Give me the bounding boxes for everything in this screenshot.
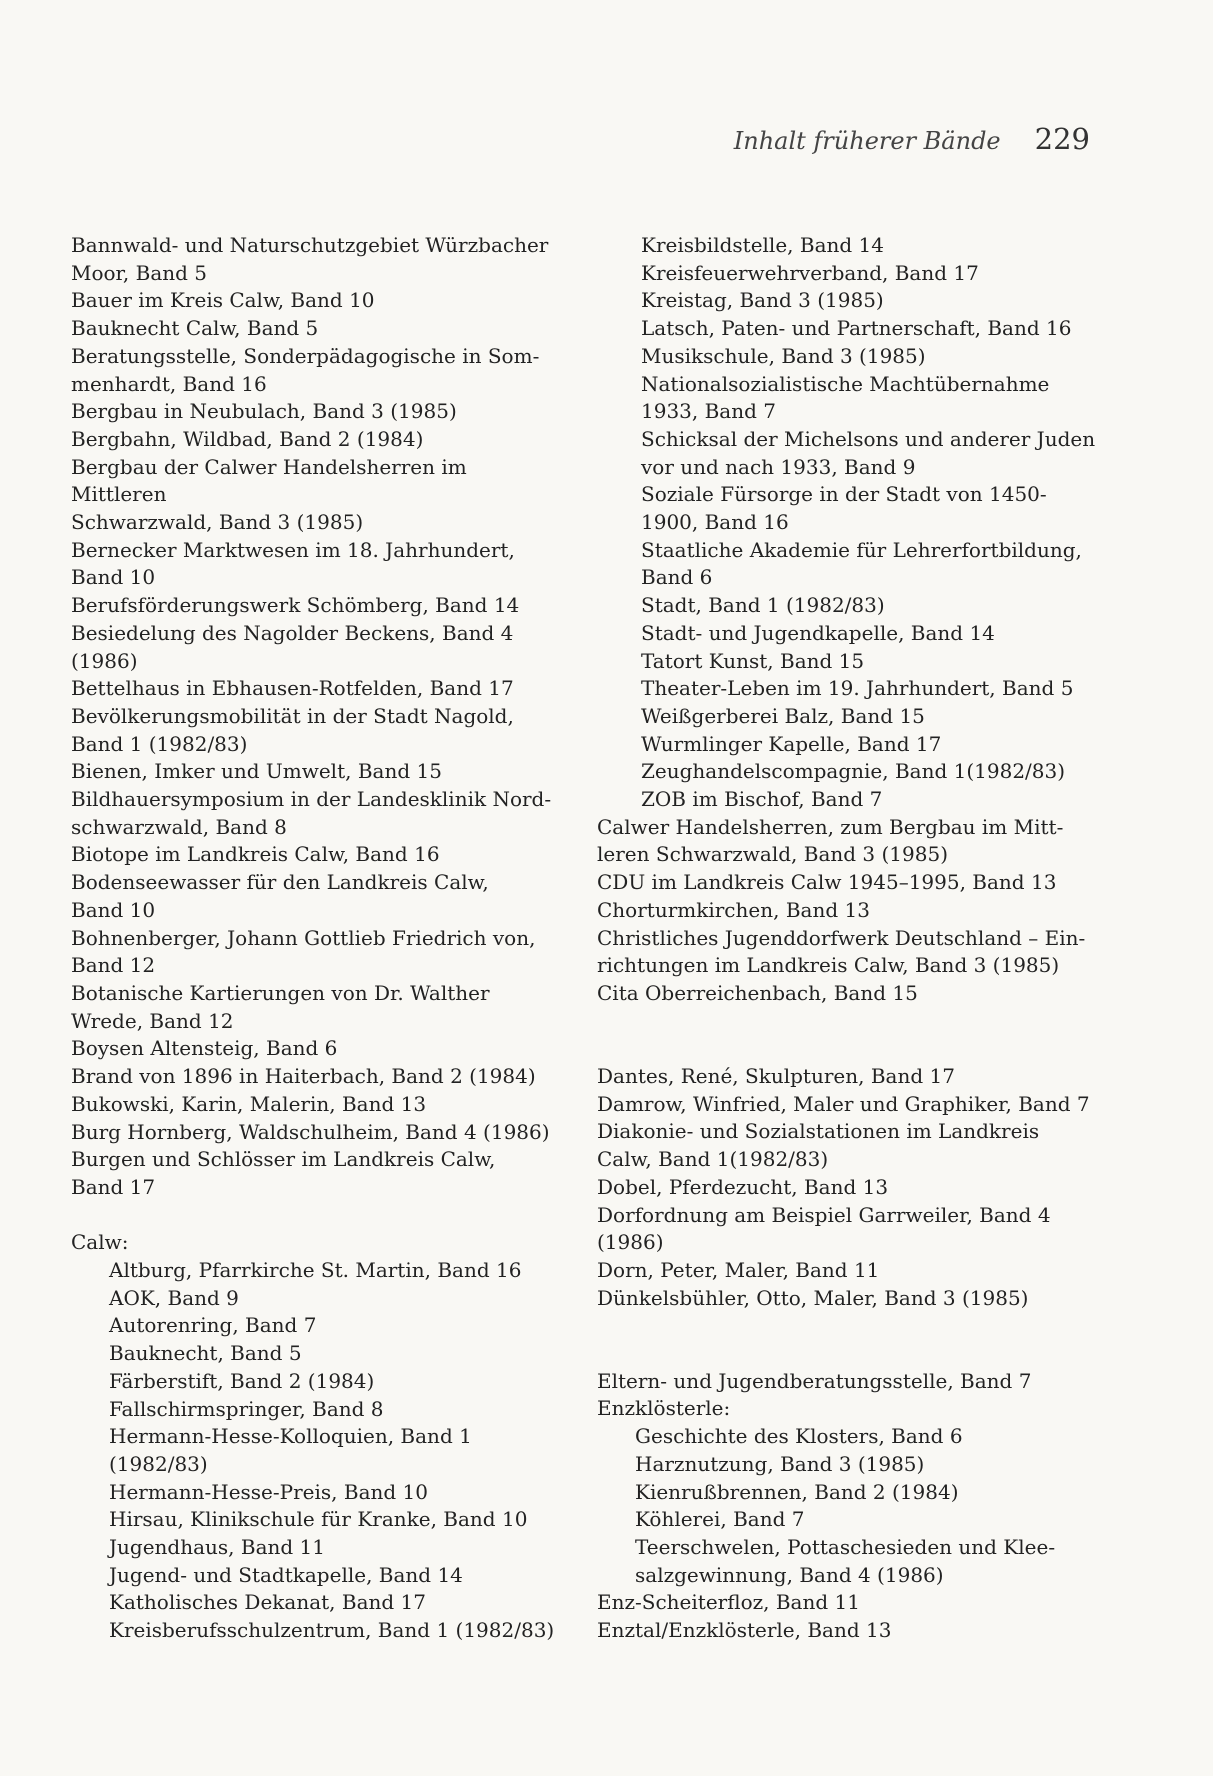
sub-entry: Nationalsozialistische Machtübernahme 1933, Band 7 xyxy=(641,371,1050,424)
index-entry: Calwer Handelsherren, zum Bergbau im Mitt- leren Schwarzwald, Band 3 (1985) xyxy=(597,814,1064,867)
section-gap xyxy=(71,1202,566,1230)
sub-entry: Teerschwelen, Pottaschesieden und Klee- salzgewinnung, Band 4 (1986) xyxy=(635,1534,1056,1587)
sub-entry: Färberstift, Band 2 (1984) xyxy=(109,1368,375,1393)
sub-entry: Kienrußbrennen, Band 2 (1984) xyxy=(635,1479,959,1504)
sub-entry: Köhlerei, Band 7 xyxy=(635,1507,805,1532)
page-number: 229 xyxy=(1034,122,1090,156)
index-entry: Boysen Altensteig, Band 6 xyxy=(71,1036,338,1061)
index-entry: Bettelhaus in Ebhausen-Rotfelden, Band 17 xyxy=(71,676,514,701)
index-entry: Burgen und Schlösser im Landkreis Calw, Band 17 xyxy=(71,1147,496,1199)
index-entry: Bienen, Imker und Umwelt, Band 15 xyxy=(71,759,442,784)
sub-entry: Hermann-Hesse-Kolloquien, Band 1 (1982/83) xyxy=(109,1424,472,1476)
right-column xyxy=(597,232,1097,1645)
index-entry: Bergbau der Calwer Handelsherren im Mittleren Schwarzwald, Band 3 (1985) xyxy=(71,454,467,535)
sub-entry: Harznutzung, Band 3 (1985) xyxy=(635,1451,925,1476)
index-entry: Biotope im Landkreis Calw, Band 16 xyxy=(71,842,440,867)
sub-entry: Schicksal der Michelsons und anderer Juden vor und nach 1933, Band 9 xyxy=(641,426,1096,479)
index-entry: Beratungsstelle, Sonderpädagogische in Som- menhardt, Band 16 xyxy=(71,343,540,396)
index-entry: Besiedelung des Nagolder Beckens, Band 4 (1986) xyxy=(71,620,514,673)
index-entry: Damrow, Winfried, Maler und Graphiker, Band 7 xyxy=(597,1091,1090,1116)
section-gap xyxy=(597,1340,1097,1368)
sub-entry: Katholisches Dekanat, Band 17 xyxy=(109,1590,427,1615)
index-entry: Eltern- und Jugendberatungsstelle, Band 7 xyxy=(597,1368,1032,1393)
index-entry: Burg Hornberg, Waldschulheim, Band 4 (1986) xyxy=(71,1119,550,1144)
index-entry: Bauer im Kreis Calw, Band 10 xyxy=(71,288,375,313)
index-entry: Bodenseewasser für den Landkreis Calw, Band 10 xyxy=(71,870,489,922)
sub-entry: Kreistag, Band 3 (1985) xyxy=(641,288,884,313)
section-gap xyxy=(597,1008,1097,1036)
index-entry: Bergbahn, Wildbad, Band 2 (1984) xyxy=(71,426,424,451)
sub-entry: Kreisberufsschulzentrum, Band 1 (1982/83) xyxy=(109,1618,555,1643)
sub-entry: Kreisbildstelle, Band 14 xyxy=(641,233,884,257)
sub-entry: Latsch, Paten- und Partnerschaft, Band 16 xyxy=(641,316,1072,341)
sub-entry: Jugend- und Stadtkapelle, Band 14 xyxy=(109,1562,463,1587)
sub-entry: Autorenring, Band 7 xyxy=(109,1313,317,1338)
sub-entry: Soziale Fürsorge in der Stadt von 1450- 1900, Band 16 xyxy=(641,482,1047,535)
sub-entry: Weißgerberei Balz, Band 15 xyxy=(641,703,925,728)
index-entry: Dantes, René, Skulpturen, Band 17 xyxy=(597,1064,955,1089)
index-entry: Chorturmkirchen, Band 13 xyxy=(597,897,870,922)
index-entry: Enztal/Enzklösterle, Band 13 xyxy=(597,1618,892,1643)
index-entry: Dünkelsbühler, Otto, Maler, Band 3 (1985) xyxy=(597,1285,1029,1310)
index-entry: Christliches Jugenddorfwerk Deutschland – Ein- richtungen im Landkreis Calw, Band 3 (1985) xyxy=(597,925,1086,978)
index-entry: Dorfordnung am Beispiel Garrweiler, Band 4 (1986) xyxy=(597,1202,1051,1255)
sub-entry: Stadt, Band 1 (1982/83) xyxy=(641,593,885,618)
calw-heading: Calw: xyxy=(71,1230,129,1255)
index-entry: Bohnenberger, Johann Gottlieb Friedrich von, Band 12 xyxy=(71,925,536,978)
index-entry: Cita Oberreichenbach, Band 15 xyxy=(597,980,918,1005)
sub-entry: Jugendhaus, Band 11 xyxy=(109,1535,325,1560)
sub-entry: Wurmlinger Kapelle, Band 17 xyxy=(641,731,942,756)
running-title: Inhalt früherer Bände xyxy=(733,127,1001,155)
sub-entry: Geschichte des Klosters, Band 6 xyxy=(635,1424,963,1449)
index-entry: Dobel, Pferdezucht, Band 13 xyxy=(597,1174,889,1199)
index-entry: Bannwald- und Naturschutzgebiet Würzbacher Moor, Band 5 xyxy=(71,233,549,285)
running-header xyxy=(734,122,1090,156)
sub-entry: Bauknecht, Band 5 xyxy=(109,1341,302,1366)
index-entry: Enz-Scheiterfloz, Band 11 xyxy=(597,1590,860,1615)
index-entry: Bukowski, Karin, Malerin, Band 13 xyxy=(71,1091,427,1116)
index-entry: CDU im Landkreis Calw 1945–1995, Band 13 xyxy=(597,870,1057,895)
index-entry: Bergbau in Neubulach, Band 3 (1985) xyxy=(71,399,457,424)
sub-entry: Stadt- und Jugendkapelle, Band 14 xyxy=(641,620,995,645)
sub-entry: Zeughandelscompagnie, Band 1(1982/83) xyxy=(641,759,1066,784)
sub-entry: Fallschirmspringer, Band 8 xyxy=(109,1396,384,1421)
index-entry: Diakonie- und Sozialstationen im Landkreis Calw, Band 1(1982/83) xyxy=(597,1119,1040,1172)
index-entry: Dorn, Peter, Maler, Band 11 xyxy=(597,1257,880,1282)
sub-entry: ZOB im Bischof, Band 7 xyxy=(641,787,883,812)
sub-entry: AOK, Band 9 xyxy=(109,1285,239,1310)
index-entry: Bauknecht Calw, Band 5 xyxy=(71,316,319,341)
enzkloesterle-heading: Enzklösterle: xyxy=(597,1396,731,1421)
sub-entry: Hermann-Hesse-Preis, Band 10 xyxy=(109,1479,428,1504)
sub-entry: Tatort Kunst, Band 15 xyxy=(641,648,865,673)
sub-entry: Musikschule, Band 3 (1985) xyxy=(641,343,926,368)
sub-entry: Hirsau, Klinikschule für Kranke, Band 10 xyxy=(109,1507,528,1532)
section-gap xyxy=(597,1035,1097,1063)
sub-entry: Theater-Leben im 19. Jahrhundert, Band 5 xyxy=(641,676,1074,701)
section-gap xyxy=(597,1312,1097,1340)
index-entry: Bernecker Marktwesen im 18. Jahrhundert, Band 10 xyxy=(71,537,515,590)
sub-entry: Altburg, Pfarrkirche St. Martin, Band 16 xyxy=(109,1258,522,1282)
index-entry: Bevölkerungsmobilität in der Stadt Nagold, Band 1 (1982/83) xyxy=(71,703,514,756)
left-column xyxy=(71,232,566,1645)
index-entry: Berufsförderungswerk Schömberg, Band 14 xyxy=(71,593,520,618)
index-entry: Botanische Kartierungen von Dr. Walther Wrede, Band 12 xyxy=(71,980,490,1033)
index-entry: Bildhauersymposium in der Landesklinik Nord- schwarzwald, Band 8 xyxy=(71,787,552,839)
sub-entry: Kreisfeuerwehrverband, Band 17 xyxy=(641,260,979,285)
index-entry: Brand von 1896 in Haiterbach, Band 2 (1984) xyxy=(71,1064,536,1089)
sub-entry: Staatliche Akademie für Lehrerfortbildung, Band 6 xyxy=(641,537,1082,590)
